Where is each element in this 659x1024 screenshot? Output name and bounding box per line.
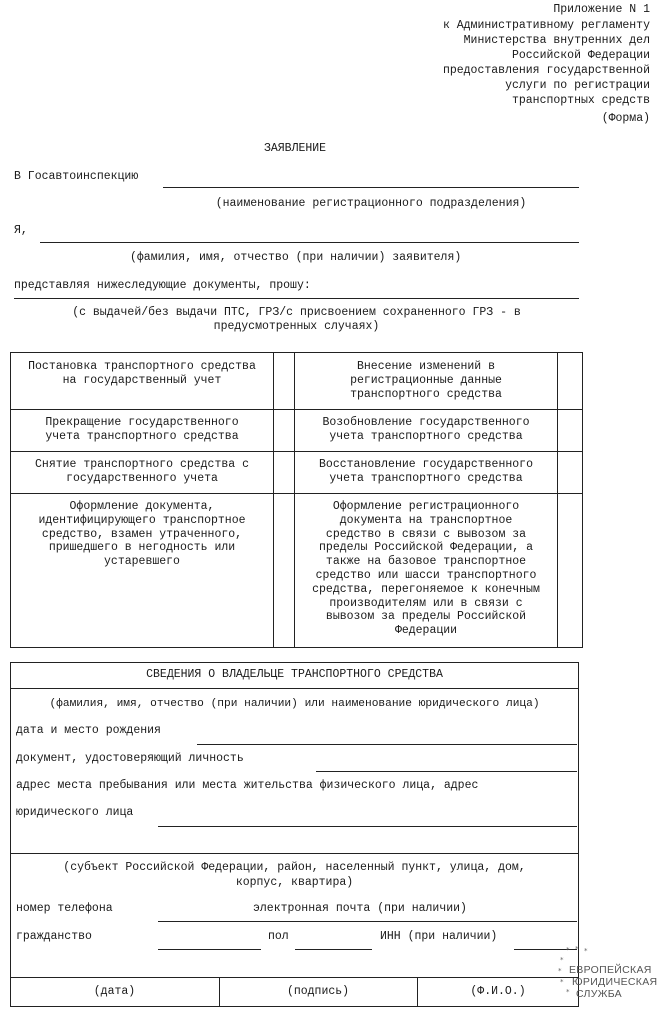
header-line: транспортных средств: [511, 94, 650, 107]
signature-field[interactable]: (подпись): [286, 985, 350, 998]
to-hint: (наименование регистрационного подразделения): [215, 197, 527, 210]
email-label: электронная почта (при наличии): [253, 902, 467, 915]
request-hint: (с выдачей/без выдачи ПТС, ГРЗ/с присвоением сохраненного ГРЗ - в предусмотренных случаях): [72, 306, 521, 333]
header-line: Приложение N 1: [553, 3, 650, 16]
phone-email-field[interactable]: [158, 921, 577, 922]
svg-text:*: *: [560, 978, 564, 986]
inn-label: ИНН (при наличии): [380, 930, 498, 943]
request-label: представляя нижеследующие документы, прошу:: [14, 279, 311, 292]
checkbox-resumption[interactable]: [558, 410, 582, 451]
watermark-line: СЛУЖБА: [576, 988, 622, 1000]
option-changes: Внесение изменений в регистрационные данные транспортного средства: [350, 360, 502, 401]
id-doc-field[interactable]: [316, 771, 577, 772]
svg-text:*: *: [584, 947, 588, 955]
header-line: к Административному регламенту: [442, 19, 650, 32]
header-line: Российской Федерации: [511, 49, 650, 62]
svg-text:*: *: [575, 946, 579, 953]
address-field-2[interactable]: [10, 853, 579, 854]
address-label-2: юридического лица: [16, 806, 134, 819]
address-hint: (субъект Российской Федерации, район, населенный пункт, улица, дом, корпус, квартира): [63, 861, 526, 889]
option-termination: Прекращение государственного учета транспортного средства: [45, 416, 239, 443]
option-deregistration: Снятие транспортного средства с государственного учета: [35, 458, 249, 485]
owner-title: СВЕДЕНИЯ О ВЛАДЕЛЬЦЕ ТРАНСПОРТНОГО СРЕДСТВА: [146, 668, 443, 681]
fio-field[interactable]: (Ф.И.О.): [470, 985, 526, 998]
applicant-field[interactable]: [40, 242, 579, 243]
address-label-1: адрес места пребывания или места жительства физического лица, адрес: [16, 779, 479, 792]
svg-text:*: *: [566, 988, 570, 996]
option-id-document: Оформление документа, идентифицирующего транспортное средство, взамен утраченного, пришедшего в негодность или устаревшего: [38, 500, 246, 569]
i-label: Я,: [14, 224, 28, 237]
checkbox-restoration[interactable]: [558, 452, 582, 493]
checkbox-termination[interactable]: [274, 410, 294, 451]
birth-label: дата и место рождения: [16, 724, 161, 737]
to-label: В Госавтоинспекцию: [14, 170, 139, 183]
owner-name-field[interactable]: [12, 690, 577, 718]
svg-text:*: *: [558, 967, 562, 975]
watermark-line: ЮРИДИЧЕСКАЯ: [572, 976, 658, 988]
form-note: (Форма): [601, 112, 650, 125]
option-resumption: Возобновление государственного учета транспортного средства: [322, 416, 530, 443]
checkbox-changes[interactable]: [558, 353, 582, 409]
sex-label: пол: [268, 930, 289, 943]
checkbox-deregistration[interactable]: [274, 452, 294, 493]
address-field-1[interactable]: [158, 826, 577, 827]
option-export-document: Оформление регистрационного документа на транспортное средство в связи с вывозом за пределы Российской Федерации, а также на базовое транспортное средство или шасси транспортного средства, перегоняемое к конечным производителям или в связи с вывозом за пределы Российской Федерации: [312, 500, 540, 638]
watermark-line: ЕВРОПЕЙСКАЯ: [569, 964, 652, 976]
checkbox-export-document[interactable]: [558, 494, 582, 647]
citizenship-field[interactable]: [158, 949, 261, 950]
birth-field[interactable]: [197, 744, 577, 745]
sex-field[interactable]: [295, 949, 372, 950]
svg-text:*: *: [560, 956, 564, 964]
date-field[interactable]: (дата): [93, 985, 136, 998]
owner-name-hint: (фамилия, имя, отчество (при наличии) или наименование юридического лица): [49, 698, 540, 710]
option-registration: Постановка транспортного средства на государственный учет: [28, 360, 256, 387]
header-line: предоставления государственной: [442, 64, 650, 77]
request-field[interactable]: [14, 298, 579, 299]
page-title: ЗАЯВЛЕНИЕ: [263, 142, 327, 155]
id-doc-label: документ, удостоверяющий личность: [16, 752, 244, 765]
option-restoration: Восстановление государственного учета транспортного средства: [319, 458, 533, 485]
phone-label: номер телефона: [16, 902, 113, 915]
header-line: услуги по регистрации: [505, 79, 650, 92]
checkbox-registration[interactable]: [274, 353, 294, 409]
applicant-hint: (фамилия, имя, отчество (при наличии) заявителя): [130, 251, 462, 264]
svg-text:*: *: [566, 946, 570, 954]
to-field[interactable]: [163, 187, 579, 188]
checkbox-id-document[interactable]: [274, 494, 294, 647]
citizenship-label: гражданство: [16, 930, 92, 943]
header-line: Министерства внутренних дел: [463, 34, 650, 47]
